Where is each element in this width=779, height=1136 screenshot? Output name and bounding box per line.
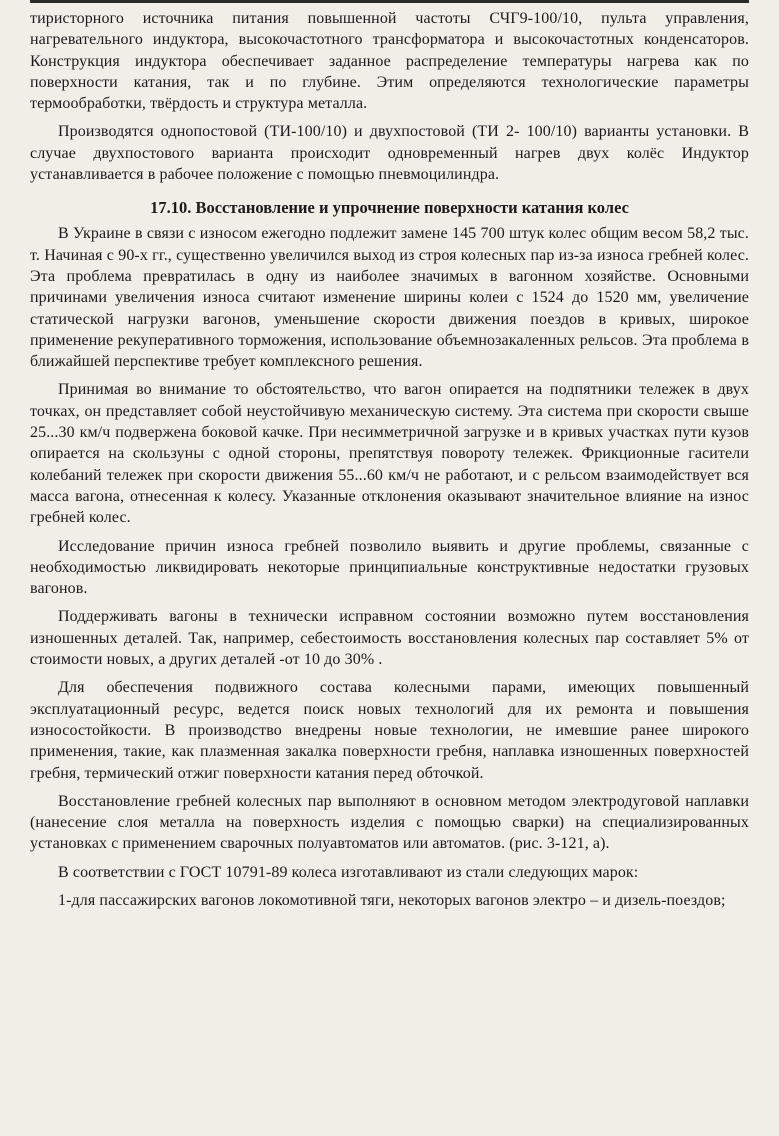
section-heading: 17.10. Восстановление и упрочнение поверхности катания колес bbox=[150, 198, 629, 218]
paragraph-new-technologies: Для обеспечения подвижного состава колесными парами, имеющих повышенный эксплуатационный ресурс, ведется поиск новых технологий для их ремонта и повышения износостойкости. В производство внедрены новые технологии, не имевшие ранее широкого применения, такие, как плазменная закалка поверхности гребня, наплавка изношенных поверхностей гребня, термический отжиг поверхности катания перед обточкой. bbox=[30, 679, 749, 782]
top-rule bbox=[30, 0, 749, 3]
paragraph-arc-welding: Восстановление гребней колесных пар выполняют в основном методом электродуговой наплавки (нанесение слоя металла на поверхность изделия с помощью сварки) на специализированных установках с применением сварочных полуавтоматов или автоматов. (рис. 3-121, а). bbox=[30, 792, 749, 853]
paragraph-list-item-1: 1-для пассажирских вагонов локомотивной тяги, некоторых вагонов электро – и дизель-поездов; bbox=[58, 891, 726, 909]
paragraph-ukraine-wear: В Украине в связи с износом ежегодно подлежит замене 145 700 штук колес общим весом 58,2 тыс. т. Начиная с 90-х гг., существенно увеличился выход из строя колесных пар из-за износа гребней колес. Эта проблема превратилась в одну из наиболее значимых в вагонном хозяйстве. Основными причинами увеличения износа считают изменение ширины колеи с 1524 до 1520 мм, увеличение статической нагрузки вагонов, уменьшение скорости движения поездов в кривых, широкое применение рекуперативного торможения, использование объемнозакаленных рельсов. Эта проблема в ближайшей перспективе требует комплексного решения. bbox=[30, 225, 749, 371]
paragraph-gost: В соответствии с ГОСТ 10791-89 колеса изготавливают из стали следующих марок: bbox=[58, 863, 639, 881]
paragraph-restoration-cost: Поддерживать вагоны в технически исправном состоянии возможно путем восстановления изношенных деталей. Так, например, себестоимость восстановления колесных пар составляет 5% от стоимости новых, а других деталей -от 10 до 30% . bbox=[30, 608, 749, 669]
paragraph-continuation: тиристорного источника питания повышенной частоты СЧГ9-100/10, пульта управления, нагревательного индуктора, высокочастотного трансформатора и высокочастотных конденсаторов. Конструкция индуктора обеспечивает заданное распределение температуры нагрева как по поверхности катания, так и по глубине. Этим определяются технологические параметры термообработки, твёрдость и структура металла. bbox=[30, 10, 749, 113]
paragraph-wagon-stability: Принимая во внимание то обстоятельство, что вагон опирается на подпятники тележек в двух точках, он представляет собой неустойчивую механическую систему. Эта система при скорости свыше 25...30 км/ч подвержена боковой качке. При несимметричной загрузке и в кривых участках пути кузов опирается на скользуны с одной стороны, препятствуя повороту тележек. Фрикционные гасители колебаний тележек при скорости движения 55...60 км/ч не работают, и с рельсом взаимодействует вся масса вагона, отнесенная к колесу. Указанные отклонения оказывают значительное влияние на износ гребней колес. bbox=[30, 381, 749, 527]
paragraph-installation-variants: Производятся однопостовой (ТИ-100/10) и двухпостовой (ТИ 2- 100/10) варианты установки. В случае двухпостового варианта происходит одновременный нагрев двух колёс Индуктор устанавливается в рабочее положение с помощью пневмоцилиндра. bbox=[30, 123, 749, 184]
paragraph-research: Исследование причин износа гребней позволило выявить и другие проблемы, связанные с необходимостью ликвидировать некоторые принципиальные конструктивные недостатки грузовых вагонов. bbox=[30, 537, 749, 598]
